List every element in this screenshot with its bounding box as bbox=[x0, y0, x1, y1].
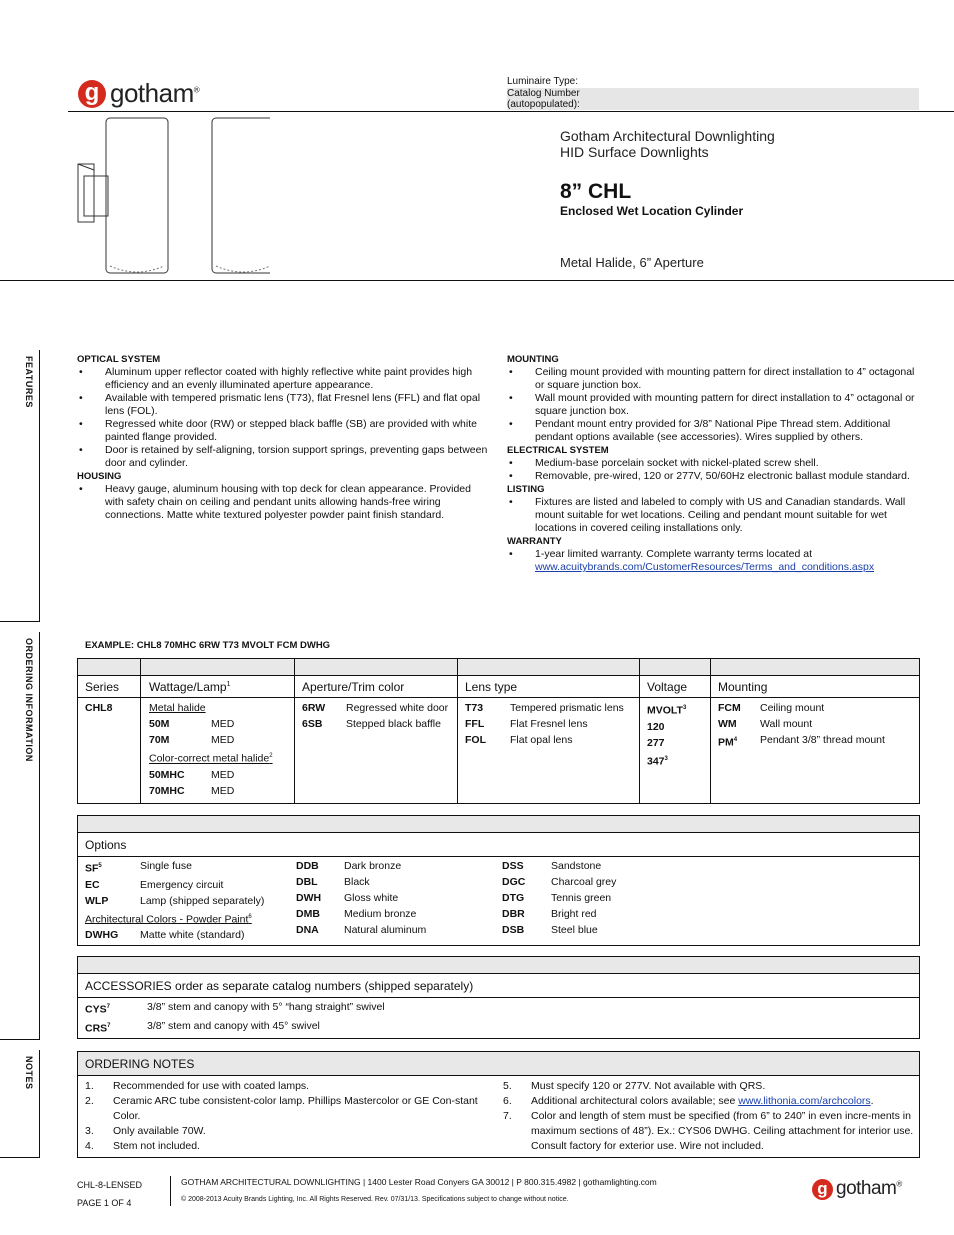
tab-ordering bbox=[0, 632, 40, 1040]
option-desc: Gloss white bbox=[344, 892, 399, 904]
option-code: DGC bbox=[502, 876, 526, 888]
option-code: WLP bbox=[85, 894, 109, 907]
note-item bbox=[503, 1079, 915, 1094]
voltage-cell bbox=[647, 700, 707, 769]
feature-item: • Door is retained by self-aligning, torsion support springs, preventing gaps between door and cylinder. bbox=[77, 444, 489, 470]
option-desc: Wall mount bbox=[760, 718, 813, 730]
option-desc: Natural aluminum bbox=[344, 924, 427, 936]
option-desc: Tempered prismatic lens bbox=[510, 702, 624, 714]
option-desc: Single fuse bbox=[140, 860, 192, 872]
page-number: PAGE 1 OF 4 bbox=[77, 1198, 132, 1208]
note-item bbox=[85, 1094, 480, 1124]
note-number: 1. bbox=[85, 1080, 94, 1092]
color-row bbox=[502, 906, 702, 922]
option-desc: Black bbox=[344, 876, 370, 888]
gotham-logo-mark: g bbox=[78, 80, 106, 108]
col-voltage: Voltage bbox=[647, 680, 688, 694]
note-item bbox=[503, 1109, 915, 1154]
footer-address: GOTHAM ARCHITECTURAL DOWNLIGHTING | 1400 Lester Road Conyers GA 30012 | P 800.315.4982 | gothamlighting.com bbox=[181, 1177, 657, 1187]
accessory-row bbox=[85, 1018, 905, 1037]
option-desc: Lamp (shipped separately) bbox=[140, 894, 265, 907]
options-title: Options bbox=[85, 838, 127, 852]
col-wattage: Wattage/Lamp$^1$ bbox=[149, 680, 231, 694]
aperture-row bbox=[302, 700, 452, 716]
header-line2: HID Surface Downlights bbox=[560, 144, 709, 160]
feature-item: • Wall mount provided with mounting pattern for direct installation to 4” octagonal or square junction box. bbox=[507, 392, 919, 418]
gotham-logo bbox=[78, 78, 199, 109]
tab-ordering-label: ORDERING INFORMATION bbox=[24, 638, 34, 762]
options-col2 bbox=[296, 858, 496, 938]
option-row bbox=[85, 877, 290, 893]
col-aperture: Aperture/Trim color bbox=[302, 680, 405, 694]
note-text: Ceramic ARC tube consistent-color lamp. Phillips Mastercolor or GE Con-stant Color. bbox=[113, 1095, 478, 1122]
aperture-row bbox=[302, 716, 452, 732]
option-desc: Matte white (standard) bbox=[140, 929, 245, 941]
option-code: DDB bbox=[296, 860, 319, 872]
voltage-row bbox=[647, 751, 707, 770]
lens-row bbox=[465, 732, 635, 748]
wattage-heading: Color-correct metal halide$^2$ bbox=[149, 752, 273, 765]
options-col1 bbox=[85, 858, 290, 943]
feature-heading: WARRANTY bbox=[507, 536, 562, 547]
wattage-row bbox=[149, 716, 289, 732]
option-desc: Pendant 3/8” thread mount bbox=[760, 734, 885, 746]
note-text: Stem not included. bbox=[113, 1140, 200, 1152]
mounting-row bbox=[718, 700, 918, 716]
tab-notes-label: NOTES bbox=[24, 1056, 34, 1090]
option-desc: Regressed white door bbox=[346, 702, 449, 714]
option-code: DMB bbox=[296, 908, 320, 920]
option-code: CRS$^7$ bbox=[85, 1022, 111, 1034]
option-code: MVOLT$^3$ bbox=[647, 704, 687, 717]
option-code: DWHG bbox=[85, 929, 119, 941]
option-code: FOL bbox=[465, 734, 486, 746]
feature-item: • Available with tempered prismatic lens (T73), flat Fresnel lens (FFL) and flat opal lens (FOL). bbox=[77, 392, 489, 418]
note-number: 3. bbox=[85, 1125, 94, 1137]
feature-list bbox=[507, 457, 919, 483]
mounting-row bbox=[718, 716, 918, 732]
option-code: 50M bbox=[149, 718, 170, 730]
option-desc: Steel blue bbox=[551, 924, 598, 936]
feature-heading: OPTICAL SYSTEM bbox=[77, 354, 161, 365]
lens-cell bbox=[465, 700, 635, 748]
options-col3 bbox=[502, 858, 702, 938]
option-desc: Flat Fresnel lens bbox=[510, 718, 588, 730]
note-text: Must specify 120 or 277V. Not available with QRS. bbox=[531, 1080, 766, 1092]
feature-heading: LISTING bbox=[507, 484, 545, 495]
aperture-cell bbox=[302, 700, 452, 732]
option-code: EC bbox=[85, 878, 100, 891]
header-bottom-divider bbox=[0, 280, 954, 281]
option-code: FFL bbox=[465, 718, 485, 730]
note-item bbox=[85, 1124, 480, 1139]
option-code: T73 bbox=[465, 702, 484, 714]
option-code: 277 bbox=[647, 736, 665, 749]
lamp-description: Metal Halide, 6” Aperture bbox=[560, 255, 704, 270]
option-code: 6SB bbox=[302, 718, 323, 730]
accessories-table bbox=[77, 956, 920, 1039]
note-number: 5. bbox=[503, 1080, 512, 1092]
note-number: 6. bbox=[503, 1095, 512, 1107]
notes-right bbox=[503, 1079, 915, 1154]
feature-item: • Regressed white door (RW) or stepped black baffle (SB) are provided with white painted flange provided. bbox=[77, 418, 489, 444]
feature-item: • Aluminum upper reflector coated with highly reflective white paint provides high efficiency and an evenly illuminated aperture appearance. bbox=[77, 366, 489, 392]
note-text: Color and length of stem must be specified (from 6” to 240” in even incre-ments in maximum sections of 48”). Ex.: CYS06 DWHG. Ceiling attachment for interior use. Consult factory for exterior use. Wire not included. bbox=[531, 1110, 914, 1152]
option-code: $347^3$ bbox=[647, 755, 668, 767]
color-row bbox=[502, 922, 702, 938]
options-table bbox=[77, 815, 920, 946]
luminaire-type-label: Luminaire Type: bbox=[507, 76, 578, 87]
product-title: 8” CHL bbox=[560, 180, 632, 203]
note-text: Only available 70W. bbox=[113, 1125, 206, 1137]
option-row bbox=[85, 858, 290, 877]
note-number: 2. bbox=[85, 1095, 94, 1107]
col-lens: Lens type bbox=[465, 680, 518, 694]
ordering-table-divider bbox=[78, 697, 919, 698]
feature-item: • Heavy gauge, aluminum housing with top deck for clean appearance. Provided with safety chain on ceiling and pendant units allowing hands-free wiring connections. Matte white textured polyester powder paint finish standard. bbox=[77, 483, 489, 522]
option-desc: MED bbox=[211, 734, 235, 746]
lens-row bbox=[465, 716, 635, 732]
option-code: 6RW bbox=[302, 702, 326, 714]
feature-heading: MOUNTING bbox=[507, 354, 559, 365]
color-row bbox=[502, 890, 702, 906]
luminaire-type-block bbox=[507, 76, 919, 110]
wattage-cell bbox=[149, 700, 289, 799]
note-item bbox=[85, 1139, 480, 1154]
note-text: Recommended for use with coated lamps. bbox=[113, 1080, 310, 1092]
option-code: FCM bbox=[718, 702, 741, 714]
accessories-list bbox=[85, 999, 905, 1036]
footer-logo-mark: g bbox=[812, 1179, 833, 1200]
feature-list bbox=[507, 496, 919, 535]
archcolors-link[interactable]: www.lithonia.com/archcolors bbox=[738, 1095, 871, 1107]
feature-list bbox=[507, 366, 919, 444]
footer-logo-text: gotham® bbox=[836, 1178, 902, 1199]
option-desc: MED bbox=[211, 768, 235, 781]
footer-copyright: © 2008-2013 Acuity Brands Lighting, Inc. All Rights Reserved. Rev. 07/31/13. Specifications subject to change without notice. bbox=[181, 1196, 569, 1203]
arch-colors-heading: Architectural Colors - Powder Paint$^6$ bbox=[85, 913, 252, 925]
feature-item: • 1-year limited warranty. Complete warranty terms located at www.acuitybrands.com/CustomerResources/Terms_and_conditions.aspx bbox=[507, 548, 919, 574]
color-row bbox=[296, 874, 496, 890]
col-series: Series bbox=[85, 680, 120, 694]
option-desc: Charcoal grey bbox=[551, 876, 617, 888]
footer-logo bbox=[812, 1178, 902, 1200]
wattage-row bbox=[149, 783, 289, 799]
mounting-row bbox=[718, 732, 918, 751]
color-row bbox=[502, 858, 702, 874]
option-desc: MED bbox=[211, 784, 235, 797]
option-desc: Bright red bbox=[551, 908, 597, 920]
option-code: DBL bbox=[296, 876, 318, 888]
feature-list bbox=[77, 366, 489, 470]
note-text: Additional architectural colors available; see www.lithonia.com/archcolors. bbox=[531, 1095, 874, 1107]
ordering-table bbox=[77, 658, 920, 804]
option-code: DBR bbox=[502, 908, 525, 920]
option-desc: Medium bronze bbox=[344, 908, 417, 920]
notes-left bbox=[85, 1079, 480, 1154]
footer-divider bbox=[170, 1176, 171, 1206]
color-row bbox=[502, 874, 702, 890]
features-left bbox=[77, 353, 489, 522]
note-number: 7. bbox=[503, 1110, 512, 1122]
wattage-heading: Metal halide bbox=[149, 702, 206, 714]
voltage-row bbox=[647, 700, 707, 719]
option-code: 120 bbox=[647, 720, 665, 733]
ordering-table-header-band bbox=[78, 659, 919, 676]
option-desc: Tennis green bbox=[551, 892, 612, 904]
color-row bbox=[296, 858, 496, 874]
header-divider bbox=[68, 111, 954, 112]
feature-item: • Medium-base porcelain socket with nickel-plated screw shell. bbox=[507, 457, 919, 470]
feature-item: • Fixtures are listed and labeled to comply with US and Canadian standards. Wall mount suitable for wet locations. Ceiling and pendant mount suitable for wet locations in covered ceiling installations only. bbox=[507, 496, 919, 535]
option-code: 70MHC bbox=[149, 784, 185, 797]
header-line1: Gotham Architectural Downlighting bbox=[560, 128, 775, 144]
feature-item: • Ceiling mount provided with mounting pattern for direct installation to 4” octagonal or square junction box. bbox=[507, 366, 919, 392]
feature-heading: ELECTRICAL SYSTEM bbox=[507, 445, 609, 456]
feature-item: • Removable, pre-wired, 120 or 277V, 50/60Hz electronic ballast module standard. bbox=[507, 470, 919, 483]
voltage-row bbox=[647, 735, 707, 751]
option-desc: 3/8” stem and canopy with 45° swivel bbox=[147, 1019, 320, 1032]
note-item bbox=[85, 1079, 480, 1094]
color-row bbox=[296, 906, 496, 922]
option-code: CYS$^7$ bbox=[85, 1003, 110, 1016]
catalog-number-field[interactable] bbox=[507, 88, 919, 110]
color-row bbox=[296, 890, 496, 906]
wattage-row bbox=[149, 767, 289, 783]
ordering-example: EXAMPLE: CHL8 70MHC 6RW T73 MVOLT FCM DWHG bbox=[85, 640, 331, 651]
features-right bbox=[507, 353, 919, 574]
option-code: WM bbox=[718, 718, 737, 730]
catalog-number-label: Catalog Number bbox=[507, 88, 580, 99]
option-code: DSB bbox=[502, 924, 525, 936]
feature-item: • Pendant mount entry provided for 3/8” National Pipe Thread stem. Additional pendant options available (see accessories). Wires supplied by others. bbox=[507, 418, 919, 444]
footer-left bbox=[77, 1176, 142, 1212]
autopopulated-label: (autopopulated): bbox=[507, 99, 580, 110]
accessory-row bbox=[85, 999, 905, 1018]
option-code: DSS bbox=[502, 860, 524, 872]
tab-features bbox=[0, 350, 40, 622]
voltage-row bbox=[647, 719, 707, 735]
option-desc: Dark bronze bbox=[344, 860, 402, 872]
feature-heading: HOUSING bbox=[77, 471, 122, 482]
gotham-logo-text: gotham® bbox=[110, 78, 200, 108]
option-desc: Sandstone bbox=[551, 860, 602, 872]
option-row bbox=[85, 893, 290, 909]
option-code: $SF^5$ bbox=[85, 862, 102, 875]
mounting-cell bbox=[718, 700, 918, 751]
accessories-title: ACCESSORIES order as separate catalog numbers (shipped separately) bbox=[85, 979, 474, 993]
option-desc: Ceiling mount bbox=[760, 702, 825, 714]
col-mounting: Mounting bbox=[718, 680, 768, 694]
color-row bbox=[296, 922, 496, 938]
note-item bbox=[503, 1094, 915, 1109]
product-subtitle: Enclosed Wet Location Cylinder bbox=[560, 204, 744, 218]
option-code: $PM^4$ bbox=[718, 736, 738, 749]
feature-list bbox=[77, 483, 489, 522]
option-code: DWH bbox=[296, 892, 322, 904]
series-code: CHL8 bbox=[85, 702, 113, 714]
notes-title: ORDERING NOTES bbox=[85, 1057, 195, 1071]
lens-row bbox=[465, 700, 635, 716]
feature-list bbox=[507, 548, 919, 574]
option-code: 50MHC bbox=[149, 768, 185, 781]
option-desc: Flat opal lens bbox=[510, 734, 573, 746]
option-desc: Stepped black baffle bbox=[346, 718, 441, 730]
option-code: 70M bbox=[149, 734, 170, 746]
doc-id: CHL-8-LENSED bbox=[77, 1180, 143, 1190]
option-code: DTG bbox=[502, 892, 525, 904]
tab-notes bbox=[0, 1050, 40, 1158]
option-desc: MED bbox=[211, 718, 235, 730]
option-row bbox=[85, 927, 290, 943]
warranty-link[interactable]: www.acuitybrands.com/CustomerResources/Terms_and_conditions.aspx bbox=[535, 561, 875, 573]
notes-table bbox=[77, 1051, 920, 1158]
product-drawing bbox=[70, 114, 270, 279]
option-code: DNA bbox=[296, 924, 319, 936]
tab-features-label: FEATURES bbox=[24, 356, 34, 408]
wattage-row bbox=[149, 732, 289, 748]
option-desc: Emergency circuit bbox=[140, 878, 224, 891]
note-number: 4. bbox=[85, 1140, 94, 1152]
option-desc: 3/8” stem and canopy with 5° “hang straight” swivel bbox=[147, 1001, 385, 1013]
